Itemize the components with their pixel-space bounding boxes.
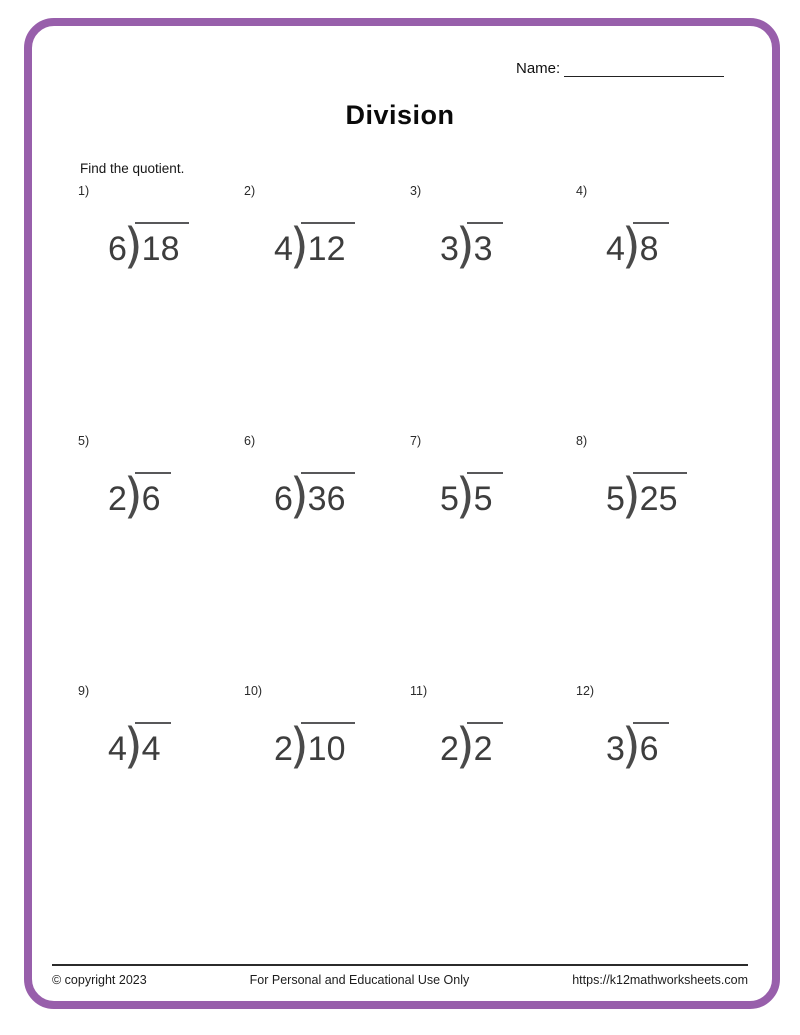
problem-number: 4) bbox=[576, 184, 588, 198]
long-division-expression bbox=[274, 468, 410, 524]
dividend-value: 6 bbox=[135, 472, 171, 516]
problem-number: 12) bbox=[576, 684, 595, 698]
problem-cell bbox=[78, 684, 244, 934]
page-footer bbox=[52, 964, 748, 987]
dividend-value: 12 bbox=[301, 222, 356, 266]
division-bracket-icon: ) bbox=[621, 218, 641, 274]
divisor-value: 2 bbox=[108, 480, 127, 518]
dividend-value: 5 bbox=[467, 472, 503, 516]
division-bracket-icon: ) bbox=[289, 718, 309, 774]
name-fill-in-line bbox=[564, 60, 724, 77]
name-label: Name: bbox=[516, 60, 561, 77]
dividend-value: 18 bbox=[135, 222, 190, 266]
problem-cell bbox=[410, 434, 576, 684]
footer-copyright: © copyright 2023 bbox=[52, 973, 147, 987]
division-bracket-icon: ) bbox=[455, 218, 475, 274]
divisor-value: 3 bbox=[440, 230, 459, 268]
problem-cell bbox=[244, 184, 410, 434]
problem-number: 3) bbox=[410, 184, 422, 198]
problem-cell bbox=[576, 684, 742, 934]
dividend-value: 2 bbox=[467, 722, 503, 766]
divisor-value: 2 bbox=[274, 730, 293, 768]
divisor-value: 5 bbox=[440, 480, 459, 518]
long-division-expression bbox=[274, 218, 410, 274]
page-title: Division bbox=[345, 100, 455, 130]
divisor-value: 4 bbox=[274, 230, 293, 268]
division-bracket-icon: ) bbox=[621, 468, 641, 524]
divisor-value: 2 bbox=[440, 730, 459, 768]
division-bracket-icon: ) bbox=[123, 718, 143, 774]
long-division-expression bbox=[440, 468, 576, 524]
long-division-expression bbox=[274, 718, 410, 774]
dividend-value: 8 bbox=[633, 222, 669, 266]
divisor-value: 3 bbox=[606, 730, 625, 768]
problem-number: 1) bbox=[78, 184, 90, 198]
division-bracket-icon: ) bbox=[123, 468, 143, 524]
long-division-expression bbox=[440, 718, 576, 774]
problem-cell bbox=[244, 434, 410, 684]
divisor-value: 4 bbox=[108, 730, 127, 768]
name-field-block bbox=[516, 60, 724, 77]
divisor-value: 6 bbox=[108, 230, 127, 268]
problem-number: 5) bbox=[78, 434, 90, 448]
divisor-value: 5 bbox=[606, 480, 625, 518]
problem-number: 11) bbox=[410, 684, 428, 698]
division-bracket-icon: ) bbox=[123, 218, 143, 274]
dividend-value: 10 bbox=[301, 722, 356, 766]
dividend-value: 36 bbox=[301, 472, 356, 516]
problem-number: 9) bbox=[78, 684, 90, 698]
problem-cell bbox=[410, 184, 576, 434]
division-bracket-icon: ) bbox=[621, 718, 641, 774]
division-bracket-icon: ) bbox=[289, 468, 309, 524]
problem-cell bbox=[576, 184, 742, 434]
footer-usage-note: For Personal and Educational Use Only bbox=[249, 973, 470, 987]
long-division-expression bbox=[108, 718, 244, 774]
dividend-value: 6 bbox=[633, 722, 669, 766]
problem-number: 10) bbox=[244, 684, 263, 698]
problem-cell bbox=[78, 184, 244, 434]
division-bracket-icon: ) bbox=[455, 468, 475, 524]
problems-grid bbox=[78, 184, 742, 934]
footer-website-link[interactable]: https://k12mathworksheets.com bbox=[572, 973, 748, 987]
long-division-expression bbox=[606, 468, 742, 524]
problem-cell bbox=[78, 434, 244, 684]
problem-number: 7) bbox=[410, 434, 422, 448]
long-division-expression bbox=[606, 218, 742, 274]
long-division-expression bbox=[440, 218, 576, 274]
dividend-value: 25 bbox=[633, 472, 688, 516]
long-division-expression bbox=[108, 468, 244, 524]
problem-cell bbox=[576, 434, 742, 684]
division-bracket-icon: ) bbox=[289, 218, 309, 274]
problem-number: 6) bbox=[244, 434, 256, 448]
dividend-value: 3 bbox=[467, 222, 503, 266]
divisor-value: 6 bbox=[274, 480, 293, 518]
division-bracket-icon: ) bbox=[455, 718, 475, 774]
divisor-value: 4 bbox=[606, 230, 625, 268]
long-division-expression bbox=[108, 218, 244, 274]
dividend-value: 4 bbox=[135, 722, 171, 766]
problem-cell bbox=[244, 684, 410, 934]
problem-cell bbox=[410, 684, 576, 934]
instruction-text: Find the quotient. bbox=[80, 161, 185, 176]
long-division-expression bbox=[606, 718, 742, 774]
problem-number: 8) bbox=[576, 434, 588, 448]
problem-number: 2) bbox=[244, 184, 256, 198]
